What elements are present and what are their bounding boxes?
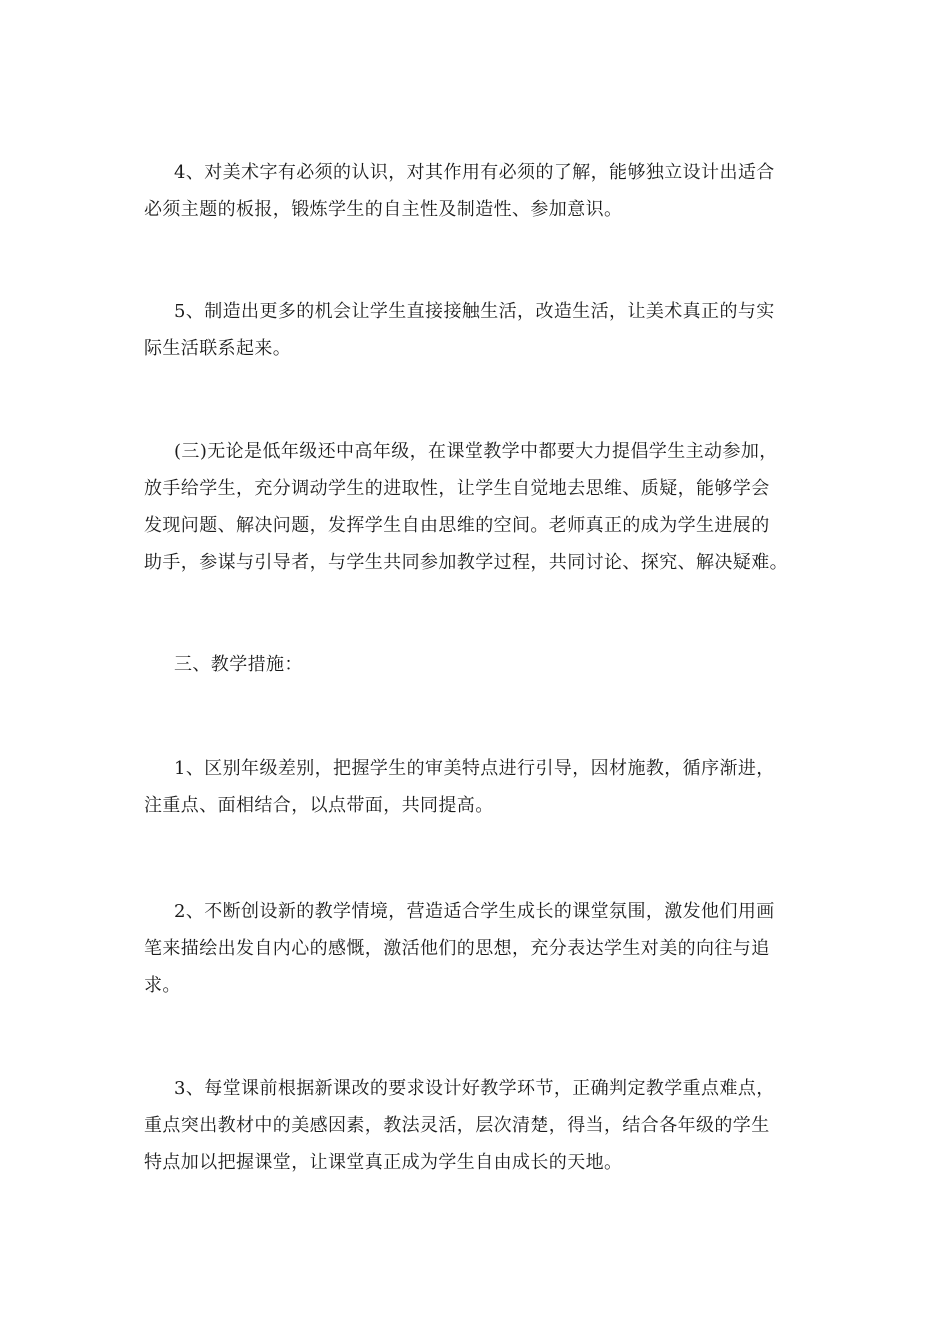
paragraph-measure-1 <box>144 750 809 824</box>
text-line: 必须主题的板报，锻炼学生的自主性及制造性、参加意识。 <box>144 199 623 220</box>
paragraph-item-5 <box>144 293 809 367</box>
text-line: 三、教学措施： <box>174 654 303 675</box>
text-line: 注重点、面相结合，以点带面，共同提高。 <box>144 795 494 816</box>
paragraph-section-three <box>144 433 809 581</box>
text-line: 5、制造出更多的机会让学生直接接触生活，改造生活，让美术真正的与实 <box>174 301 775 322</box>
paragraph-measure-2 <box>144 893 809 1004</box>
text-line: 助手，参谋与引导者，与学生共同参加教学过程，共同讨论、探究、解决疑难。 <box>144 552 788 573</box>
paragraph-item-4 <box>144 154 809 228</box>
text-line: 特点加以把握课堂，让课堂真正成为学生自由成长的天地。 <box>144 1152 623 1173</box>
text-line: 3、每堂课前根据新课改的要求设计好教学环节，正确判定教学重点难点， <box>174 1078 775 1099</box>
text-line: (三)无论是低年级还中高年级，在课堂教学中都要大力提倡学生主动参加， <box>174 441 778 462</box>
text-line: 求。 <box>144 975 181 996</box>
text-line: 2、不断创设新的教学情境，营造适合学生成长的课堂氛围，激发他们用画 <box>174 901 775 922</box>
text-line: 重点突出教材中的美感因素，教法灵活，层次清楚，得当，结合各年级的学生 <box>144 1115 770 1136</box>
section-heading-teaching-measures <box>144 646 809 683</box>
text-line: 1、区别年级差别，把握学生的审美特点进行引导，因材施教，循序渐进， <box>174 758 775 779</box>
text-line: 笔来描绘出发自内心的感慨，激活他们的思想，充分表达学生对美的向往与追 <box>144 938 770 959</box>
text-line: 发现问题、解决问题，发挥学生自由思维的空间。老师真正的成为学生进展的 <box>144 515 770 536</box>
paragraph-measure-3 <box>144 1070 809 1181</box>
text-line: 际生活联系起来。 <box>144 338 292 359</box>
text-line: 4、对美术字有必须的认识，对其作用有必须的了解，能够独立设计出适合 <box>174 162 775 183</box>
text-line: 放手给学生，充分调动学生的进取性，让学生自觉地去思维、质疑，能够学会 <box>144 478 770 499</box>
